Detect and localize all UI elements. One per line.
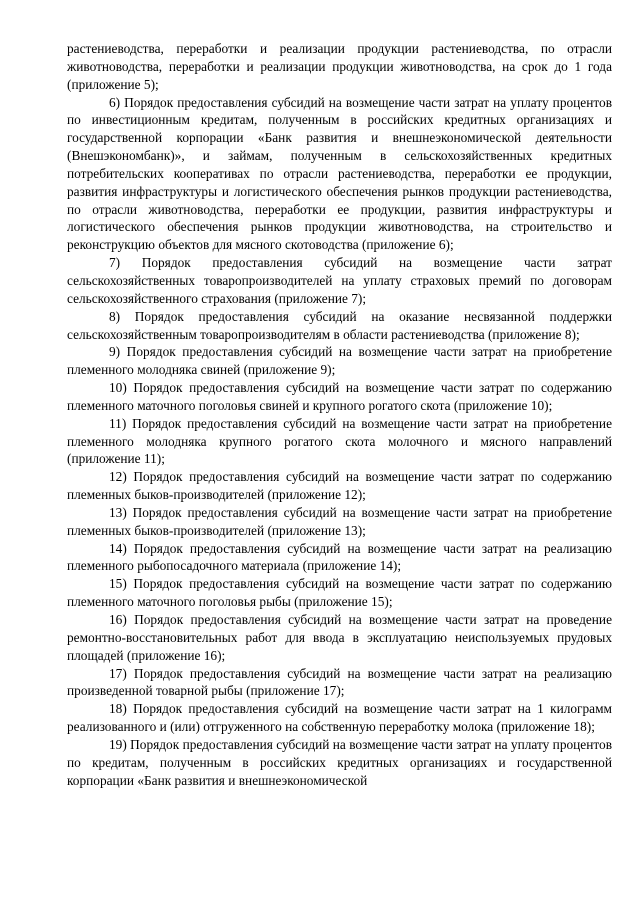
paragraph-item-12: 12) Порядок предоставления субсидий на возмещение части затрат по содержанию племенных быков-производителей (приложение 12); [67, 469, 612, 503]
paragraph-item-6: 6) Порядок предоставления субсидий на возмещение части затрат на уплату процентов по инвестиционным кредитам, полученным в российских кредитных организациях и государственной корпорации «Банк развития и внешнеэкономической деятельности (Внешэкономбанк)», и займам, полученным в сельскохозяйственных кредитных потребительских кооперативах по отрасли растениеводства, переработки ее продукции, развития инфраструктуры и логистического обеспечения рынков продукции растениеводства, по отрасли животноводства, переработки ее продукции, развития инфраструктуры и логистического обеспечения рынков продукции животноводства, на строительство и реконструкцию объектов для мясного скотоводства (приложение 6); [67, 94, 612, 253]
paragraph-item-15: 15) Порядок предоставления субсидий на возмещение части затрат по содержанию племенного маточного поголовья рыбы (приложение 15); [67, 576, 612, 610]
paragraph-item-9: 9) Порядок предоставления субсидий на возмещение части затрат на приобретение племенного молодняка свиней (приложение 9); [67, 344, 612, 378]
paragraph-item-16: 16) Порядок предоставления субсидий на возмещение части затрат на проведение ремонтно-восстановительных работ для ввода в эксплуатацию неиспользуемых прудовых площадей (приложение 16); [67, 612, 612, 663]
paragraph-item-7: 7) Порядок предоставления субсидий на возмещение части затрат сельскохозяйственных товаропроизводителей на уплату страховых премий по договорам сельскохозяйственного страхования (приложение 7); [67, 255, 612, 306]
paragraph-item-14: 14) Порядок предоставления субсидий на возмещение части затрат на реализацию племенного рыбопосадочного материала (приложение 14); [67, 540, 612, 574]
paragraph-item-17: 17) Порядок предоставления субсидий на возмещение части затрат на реализацию произведенной товарной рыбы (приложение 17); [67, 665, 612, 699]
paragraph-item-8: 8) Порядок предоставления субсидий на оказание несвязанной поддержки сельскохозяйственным товаропроизводителям в области растениеводства (приложение 8); [67, 308, 612, 342]
paragraph-item-13: 13) Порядок предоставления субсидий на возмещение части затрат на приобретение племенных быков-производителей (приложение 13); [67, 504, 612, 538]
paragraph-item-10: 10) Порядок предоставления субсидий на возмещение части затрат по содержанию племенного маточного поголовья свиней и крупного рогатого скота (приложение 10); [67, 380, 612, 413]
paragraph-item-19: 19) Порядок предоставления субсидий на возмещение части затрат на уплату процентов по кредитам, полученным в российских кредитных организациях и государственной корпорации «Банк развития и внешнеэкономической [67, 736, 612, 788]
paragraph-continuation: растениеводства, переработки и реализации продукции растениеводства, по отрасли животноводства, переработки и реализации продукции животноводства, на срок до 1 года (приложение 5); [67, 41, 612, 92]
paragraph-item-11: 11) Порядок предоставления субсидий на возмещение части затрат на приобретение племенного молодняка крупного рогатого скота молочного и мясного направлений (приложение 11); [67, 415, 612, 467]
paragraph-item-18: 18) Порядок предоставления субсидий на возмещение части затрат на 1 килограмм реализованного и (или) отгруженного на собственную переработку молока (приложение 18); [67, 701, 612, 735]
